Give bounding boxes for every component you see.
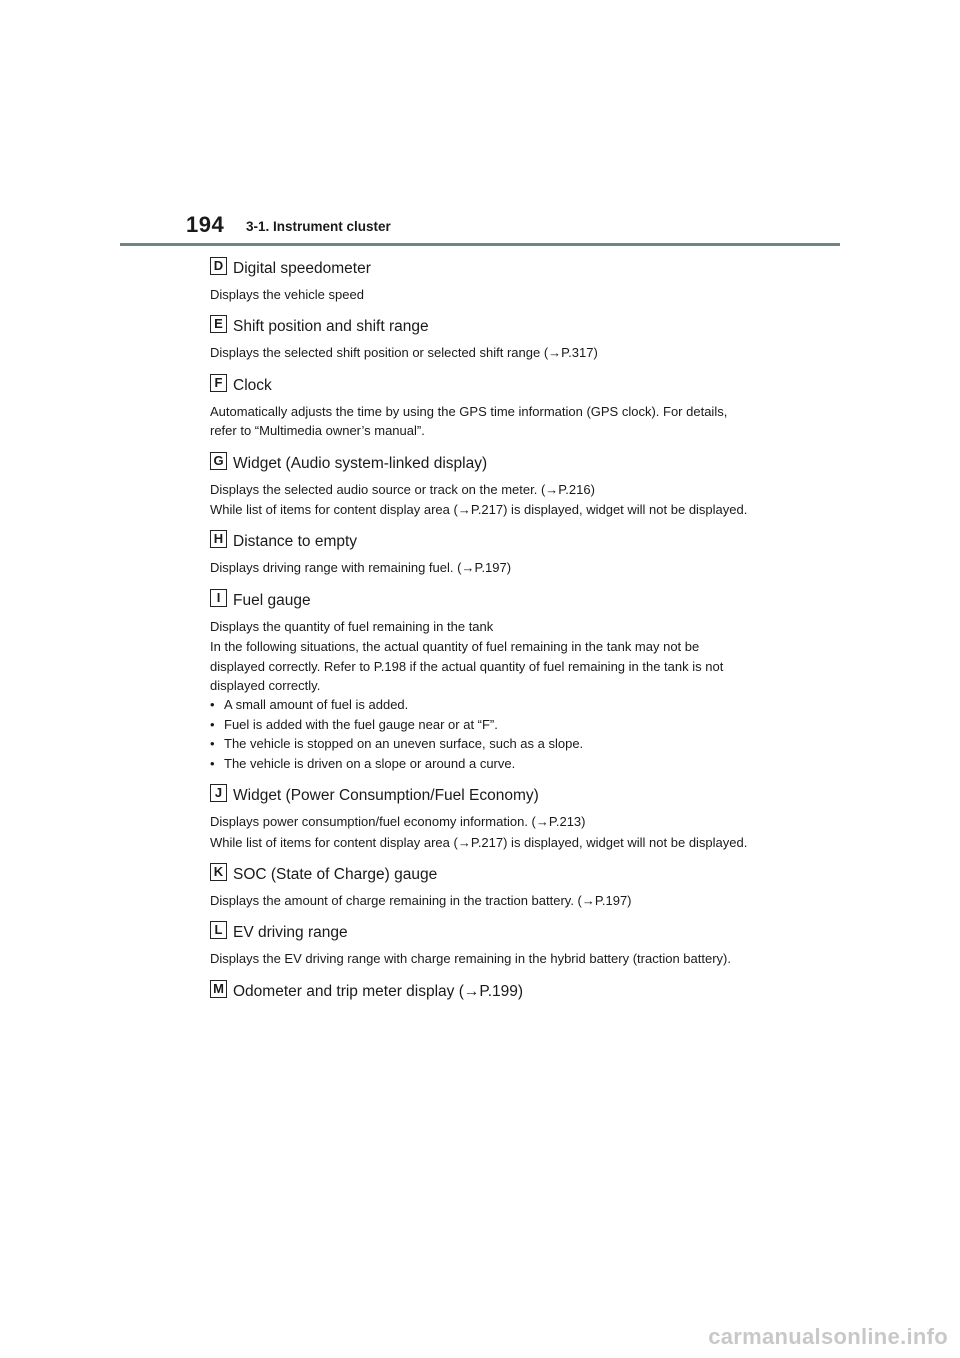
item-heading — [210, 590, 750, 612]
item-label-badge: J — [210, 784, 227, 802]
item-title: SOC (State of Charge) gauge — [233, 865, 438, 883]
item-label-badge: H — [210, 530, 227, 548]
item-i — [210, 590, 750, 773]
item-description: Automatically adjusts the time by using the GPS time information (GPS clock). For details, refer to “Multimedia owner’s manual”. — [210, 403, 728, 439]
item-heading — [210, 864, 750, 886]
bullet-item: • Fuel is added with the fuel gauge near or at “F”. — [210, 715, 750, 734]
item-title: Widget (Power Consumption/Fuel Economy) — [233, 787, 539, 805]
item-h — [210, 531, 750, 577]
item-description: In the following situations, the actual quantity of fuel remaining in the tank may not be displayed correctly. Refer to P.198 if the actual quantity of fuel remaining in the tank is not displayed correctly. — [210, 639, 724, 694]
item-title: Odometer and trip meter display (→P.199) — [233, 982, 524, 1000]
item-label-badge: F — [210, 374, 227, 392]
item-heading — [210, 531, 750, 553]
item-label-badge: I — [210, 589, 227, 607]
item-label-badge: K — [210, 863, 227, 881]
header-divider — [120, 243, 840, 246]
item-label-badge: E — [210, 315, 227, 333]
item-title: EV driving range — [233, 924, 348, 942]
item-heading — [210, 981, 750, 1003]
item-m — [210, 981, 750, 1003]
spacer — [210, 773, 750, 785]
item-description: Displays driving range with remaining fuel. (→P.197) — [210, 560, 512, 576]
bullet-item: • The vehicle is stopped on an uneven surface, such as a slope. — [210, 734, 750, 753]
item-heading — [210, 258, 750, 280]
bullet-list — [210, 695, 750, 773]
spacer — [210, 441, 750, 453]
bullet-item: • A small amount of fuel is added. — [210, 695, 750, 714]
item-d — [210, 258, 750, 304]
item-description: Displays power consumption/fuel economy information. (→P.213) — [210, 814, 586, 830]
section-title: 3-1. Instrument cluster — [246, 219, 391, 234]
item-description: While list of items for content display area (→P.217) is displayed, widget will not be displayed. — [210, 834, 748, 850]
item-heading — [210, 785, 750, 807]
item-label-badge: L — [210, 921, 227, 939]
page-number: 194 — [186, 212, 225, 237]
item-heading — [210, 375, 750, 397]
spacer — [210, 910, 750, 922]
item-heading — [210, 922, 750, 944]
item-heading — [210, 453, 750, 475]
item-g — [210, 453, 750, 520]
item-description: Displays the vehicle speed — [210, 287, 364, 302]
manual-content — [210, 258, 750, 1003]
spacer — [210, 363, 750, 375]
spacer — [210, 578, 750, 590]
item-title: Widget (Audio system-linked display) — [233, 454, 488, 472]
item-description: Displays the quantity of fuel remaining in the tank — [210, 618, 494, 634]
item-j — [210, 785, 750, 852]
item-description: Displays the EV driving range with charge remaining in the hybrid battery (traction battery). — [210, 951, 731, 967]
item-description: While list of items for content display area (→P.217) is displayed, widget will not be displayed. — [210, 502, 748, 518]
spacer — [210, 519, 750, 531]
item-description: Displays the selected audio source or track on the meter. (→P.216) — [210, 481, 595, 497]
item-l — [210, 922, 750, 968]
item-title: Clock — [233, 376, 272, 394]
item-description: Displays the selected shift position or selected shift range (→P.317) — [210, 345, 598, 361]
item-e — [210, 316, 750, 362]
item-description: Displays the amount of charge remaining in the traction battery. (→P.197) — [210, 892, 632, 908]
item-title: Distance to empty — [233, 533, 358, 551]
item-label-badge: M — [210, 980, 227, 998]
item-title: Shift position and shift range — [233, 318, 429, 336]
spacer — [210, 852, 750, 864]
item-heading — [210, 316, 750, 338]
item-label-badge: D — [210, 257, 227, 275]
item-k — [210, 864, 750, 910]
item-title: Fuel gauge — [233, 591, 311, 609]
spacer — [210, 304, 750, 316]
watermark: carmanualsonline.info — [708, 1324, 948, 1349]
bullet-item: • The vehicle is driven on a slope or around a curve. — [210, 754, 750, 773]
spacer — [210, 969, 750, 981]
item-title: Digital speedometer — [233, 260, 371, 277]
item-f — [210, 375, 750, 441]
item-label-badge: G — [210, 452, 227, 470]
